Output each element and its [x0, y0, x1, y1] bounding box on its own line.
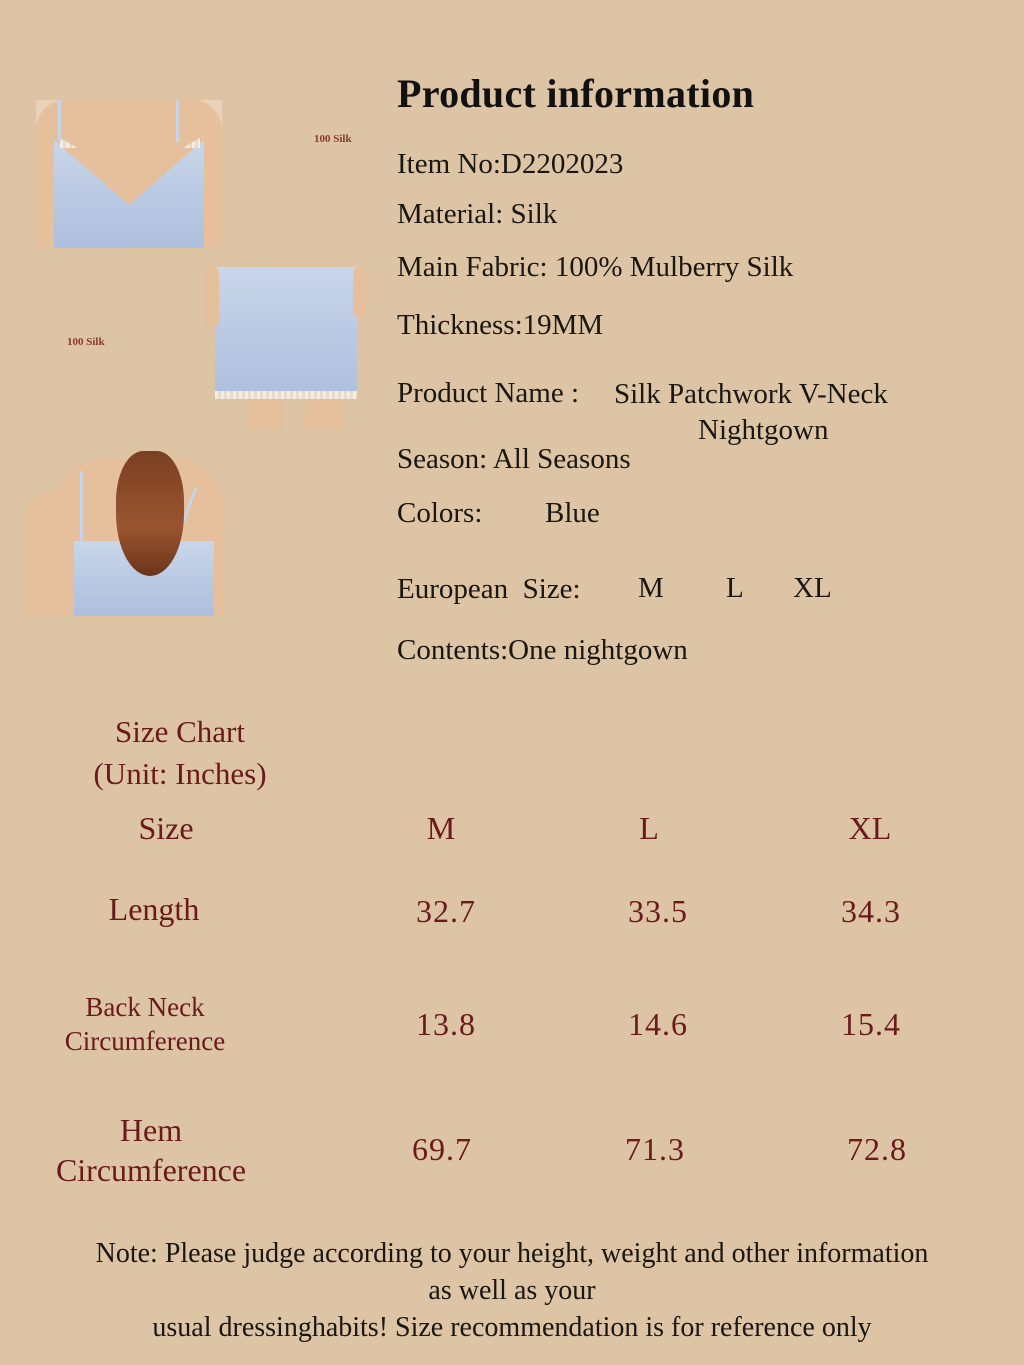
back-photo [24, 451, 224, 616]
product-name-line1: Silk Patchwork V-Neck [614, 378, 888, 410]
header-xl: XL [848, 810, 892, 846]
product-name-line2: Nightgown [698, 414, 829, 446]
row-label-back-neck [65, 990, 225, 1058]
item-no-value: D2202023 [500, 148, 624, 180]
hem-l: 71.3 [625, 1131, 685, 1167]
header-l: L [639, 810, 659, 846]
header-m: M [426, 810, 456, 846]
item-no-label: Item No: [397, 148, 501, 180]
header-size: Size [138, 810, 194, 846]
season: Season: All Seasons [397, 443, 631, 475]
thickness: Thickness:19MM [397, 309, 604, 341]
main-fabric: Main Fabric: 100% Mulberry Silk [397, 251, 794, 283]
silk-tag-1: 100 Silk [314, 133, 352, 145]
colors-value: Blue [545, 497, 600, 529]
size-chart-unit: (Unit: Inches) [93, 756, 267, 791]
front-neckline-photo [36, 100, 222, 248]
size-note-line3: usual dressinghabits! Size recommendation is for reference only [152, 1312, 872, 1343]
item-no [397, 148, 623, 181]
row-label-hem-line2: Circumference [55, 1152, 247, 1188]
length-l: 33.5 [628, 893, 688, 929]
colors-label: Colors: [397, 497, 483, 529]
back-neck-m: 13.8 [416, 1006, 476, 1042]
size-note-line1: Note: Please judge according to your height, weight and other information [95, 1238, 929, 1269]
european-size-l: L [726, 572, 744, 604]
row-label-back-neck-line1: Back Neck [85, 992, 205, 1022]
contents: Contents:One nightgown [397, 634, 688, 666]
product-name-label: Product Name : [397, 377, 580, 409]
european-size-xl: XL [793, 572, 832, 604]
european-size-m: M [638, 572, 664, 604]
row-label-length: Length [108, 891, 200, 927]
european-size-label: European Size: [397, 573, 581, 605]
size-note [0, 1235, 1024, 1346]
back-neck-xl: 15.4 [841, 1006, 901, 1042]
material: Material: Silk [397, 198, 558, 230]
back-neck-l: 14.6 [628, 1006, 688, 1042]
length-m: 32.7 [416, 893, 476, 929]
size-chart-title-line1: Size Chart [115, 714, 245, 749]
row-label-hem [56, 1110, 246, 1190]
hem-m: 69.7 [412, 1131, 472, 1167]
silk-tag-2: 100 Silk [67, 336, 105, 348]
row-label-hem-line1: Hem [119, 1112, 183, 1148]
size-chart-title [60, 711, 300, 795]
length-xl: 34.3 [841, 893, 901, 929]
product-info-title: Product information [397, 71, 755, 116]
row-label-back-neck-line2: Circumference [64, 1026, 226, 1056]
hem-xl: 72.8 [847, 1131, 907, 1167]
hem-photo [205, 267, 366, 430]
size-note-line2: as well as your [428, 1275, 596, 1306]
